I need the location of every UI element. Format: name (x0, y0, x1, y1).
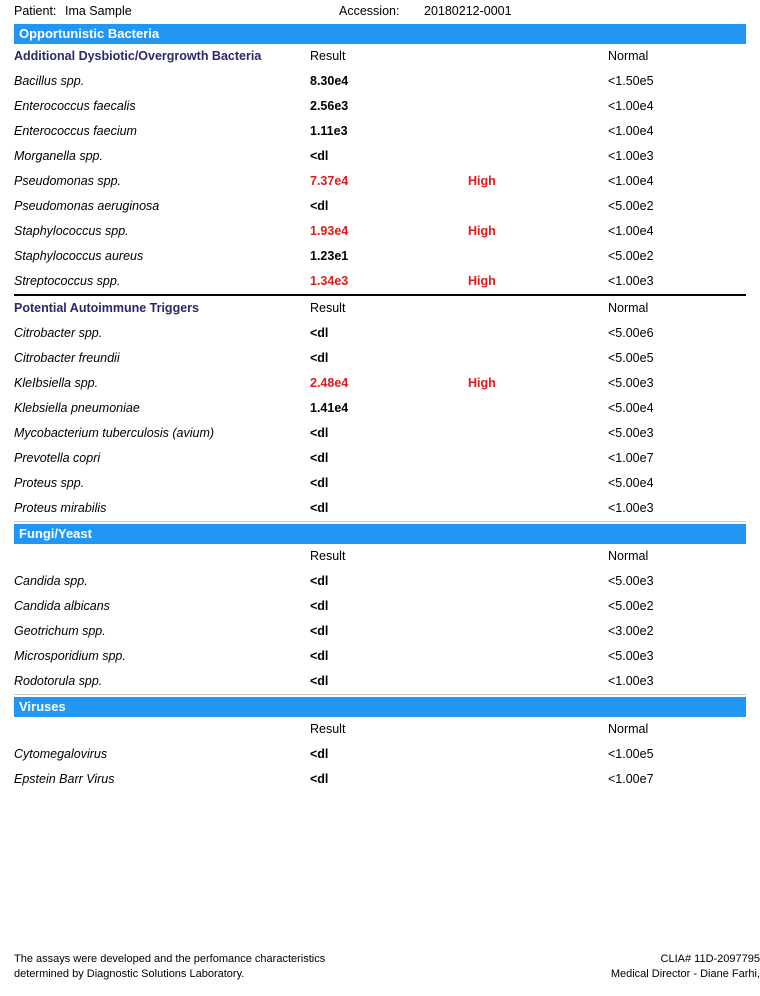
patient-header (14, 0, 746, 22)
normal-range: <1.00e3 (608, 274, 654, 288)
table-row (14, 446, 746, 471)
organism-name: Rodotorula spp. (14, 674, 103, 688)
normal-range: <5.00e2 (608, 249, 654, 263)
table-row (14, 594, 746, 619)
result-value: <dl (310, 149, 329, 163)
organism-name: Enterococcus faecalis (14, 99, 136, 113)
column-header-result: Result (310, 549, 346, 563)
footer-lab-info (611, 952, 760, 982)
table-row (14, 69, 746, 94)
normal-range: <5.00e3 (608, 376, 654, 390)
result-value: 1.11e3 (310, 124, 348, 138)
group-subheading: Potential Autoimmune Triggers (14, 301, 199, 315)
table-row (14, 371, 746, 396)
result-value: 1.41e4 (310, 401, 349, 415)
table-row (14, 219, 746, 244)
table-row (14, 644, 746, 669)
result-value: 2.56e3 (310, 99, 349, 113)
column-header-normal: Normal (608, 549, 649, 563)
organism-name: Bacillus spp. (14, 74, 85, 88)
organism-name: Staphylococcus aureus (14, 249, 144, 263)
table-row (14, 321, 746, 346)
normal-range: <1.00e5 (608, 747, 654, 761)
table-row (14, 742, 746, 767)
table-row (14, 421, 746, 446)
result-value: 1.34e3 (310, 274, 349, 288)
normal-range: <1.00e4 (608, 124, 654, 138)
column-header-result: Result (310, 301, 346, 315)
organism-name: Candida spp. (14, 574, 88, 588)
result-value: <dl (310, 326, 329, 340)
organism-name: Klebsiella pneumoniae (14, 401, 140, 415)
accession-label: Accession: (339, 4, 400, 18)
normal-range: <5.00e3 (608, 426, 654, 440)
column-header-result: Result (310, 722, 346, 736)
table-row (14, 471, 746, 496)
organism-name: KleIbsiella spp. (14, 376, 99, 390)
normal-range: <5.00e3 (608, 574, 654, 588)
table-row (14, 496, 746, 521)
normal-range: <5.00e5 (608, 351, 654, 365)
table-row (14, 669, 746, 694)
result-value: 1.93e4 (310, 224, 349, 238)
normal-range: <1.00e3 (608, 149, 654, 163)
result-value: <dl (310, 599, 329, 613)
result-value: <dl (310, 426, 329, 440)
normal-range: <5.00e6 (608, 326, 654, 340)
organism-name: Pseudomonas spp. (14, 174, 122, 188)
result-value: <dl (310, 624, 329, 638)
patient-label: Patient: (14, 4, 57, 18)
organism-name: Proteus spp. (14, 476, 85, 490)
footer-disclaimer-line-1: The assays were developed and the perfomance characteristics (14, 953, 326, 965)
organism-name: Prevotella copri (14, 451, 101, 465)
organism-name: Staphylococcus spp. (14, 224, 129, 238)
organism-name: Streptococcus spp. (14, 274, 121, 288)
normal-range: <1.50e5 (608, 74, 654, 88)
result-value: <dl (310, 674, 329, 688)
result-value: <dl (310, 351, 329, 365)
result-value: <dl (310, 199, 329, 213)
column-header-row (14, 44, 746, 69)
column-header-row (14, 544, 746, 569)
status-badge: High (468, 224, 496, 238)
table-row (14, 194, 746, 219)
result-value: <dl (310, 501, 329, 515)
table-row (14, 144, 746, 169)
patient-name: Ima Sample (65, 4, 132, 18)
organism-name: Candida albicans (14, 599, 110, 613)
result-value: <dl (310, 476, 329, 490)
result-value: <dl (310, 747, 329, 761)
table-row (14, 244, 746, 269)
organism-name: Mycobacterium tuberculosis (avium) (14, 426, 215, 440)
accession-value: 20180212-0001 (424, 4, 512, 18)
table-row (14, 569, 746, 594)
normal-range: <5.00e3 (608, 649, 654, 663)
column-header-row (14, 296, 746, 321)
column-header-result: Result (310, 49, 346, 63)
section-header-bar: Fungi/Yeast (14, 524, 746, 544)
table-row (14, 767, 746, 792)
column-header-row (14, 717, 746, 742)
organism-name: Cytomegalovirus (14, 747, 108, 761)
normal-range: <1.00e4 (608, 224, 654, 238)
normal-range: <5.00e4 (608, 476, 654, 490)
result-value: 2.48e4 (310, 376, 349, 390)
normal-range: <5.00e4 (608, 401, 654, 415)
organism-name: Microsporidium spp. (14, 649, 126, 663)
footer-disclaimer (14, 952, 325, 982)
column-header-normal: Normal (608, 49, 649, 63)
table-row (14, 94, 746, 119)
footer-medical-director: Medical Director - Diane Farhi, (610, 968, 760, 980)
organism-name: Geotrichum spp. (14, 624, 106, 638)
result-value: 1.23e1 (310, 249, 349, 263)
status-badge: High (468, 274, 496, 288)
table-row (14, 119, 746, 144)
group-subheading: Additional Dysbiotic/Overgrowth Bacteria (14, 49, 262, 63)
table-row (14, 269, 746, 294)
column-header-normal: Normal (608, 301, 649, 315)
normal-range: <1.00e4 (608, 174, 654, 188)
table-row (14, 619, 746, 644)
section-divider (14, 521, 746, 522)
table-row (14, 396, 746, 421)
page-footer (14, 952, 760, 986)
organism-name: Pseudomonas aeruginosa (14, 199, 160, 213)
organism-name: Enterococcus faecium (14, 124, 137, 138)
normal-range: <1.00e3 (608, 674, 654, 688)
footer-disclaimer-line-2: determined by Diagnostic Solutions Laboratory. (14, 968, 245, 980)
normal-range: <1.00e4 (608, 99, 654, 113)
normal-range: <1.00e7 (608, 772, 654, 786)
result-value: 7.37e4 (310, 174, 349, 188)
organism-name: Citrobacter freundii (14, 351, 120, 365)
normal-range: <1.00e3 (608, 501, 654, 515)
normal-range: <5.00e2 (608, 199, 654, 213)
result-value: <dl (310, 451, 329, 465)
result-value: <dl (310, 649, 329, 663)
section-header-bar: Opportunistic Bacteria (14, 24, 746, 44)
organism-name: Epstein Barr Virus (14, 772, 115, 786)
footer-clia-number: CLIA# 11D-2097795 (660, 953, 760, 965)
status-badge: High (468, 174, 496, 188)
section-header-bar: Viruses (14, 697, 746, 717)
organism-name: Citrobacter spp. (14, 326, 103, 340)
normal-range: <5.00e2 (608, 599, 654, 613)
status-badge: High (468, 376, 496, 390)
column-header-normal: Normal (608, 722, 649, 736)
result-value: <dl (310, 574, 329, 588)
table-row (14, 169, 746, 194)
report-sections (14, 24, 746, 792)
table-row (14, 346, 746, 371)
normal-range: <3.00e2 (608, 624, 654, 638)
result-value: 8.30e4 (310, 74, 349, 88)
organism-name: Proteus mirabilis (14, 501, 107, 515)
result-value: <dl (310, 772, 329, 786)
organism-name: Morganella spp. (14, 149, 103, 163)
section-divider (14, 694, 746, 695)
normal-range: <1.00e7 (608, 451, 654, 465)
